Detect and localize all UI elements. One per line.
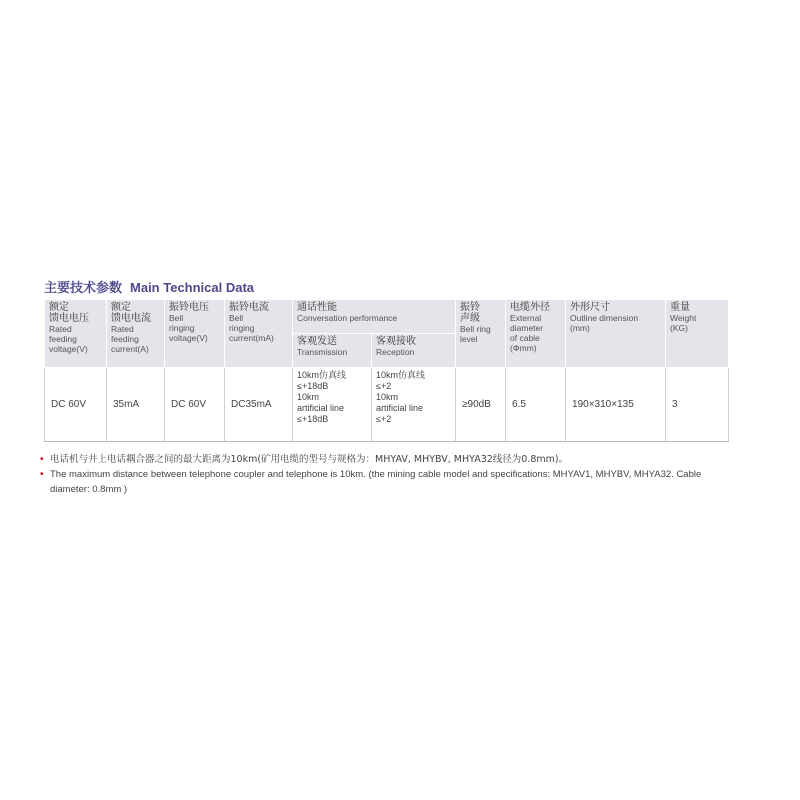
section-title-en: Main Technical Data	[130, 280, 255, 295]
cell-reception: 10km仿真线 ≤+2 10km artificial line ≤+2	[372, 368, 456, 442]
cell-bell-level: ≥90dB	[456, 368, 506, 442]
cell-rated-current: 35mA	[107, 368, 165, 442]
header-outline: 外形尺寸 Outline dimension (mm)	[566, 300, 666, 368]
header-conversation: 通话性能 Conversation performance	[293, 300, 456, 334]
header-reception: 客观接收 Reception	[372, 334, 456, 368]
cell-transmission: 10km仿真线 ≤+18dB 10km artificial line ≤+18dB	[293, 368, 372, 442]
cell-outline: 190×310×135	[566, 368, 666, 442]
header-bell-current: 振铃电流 Bell ringing current(mA)	[225, 300, 293, 368]
note-zh	[40, 452, 740, 467]
notes	[40, 452, 740, 497]
bullet-icon: •	[40, 454, 44, 465]
header-bell-voltage: 振铃电压 Bell ringing voltage(V)	[165, 300, 225, 368]
bullet-icon: •	[40, 469, 44, 480]
header-weight: 重量 Weight (KG)	[666, 300, 729, 368]
cell-rated-voltage: DC 60V	[45, 368, 107, 442]
header-bell-level: 振铃 声级 Bell ring level	[456, 300, 506, 368]
header-rated-voltage: 额定 馈电电压 Rated feeding voltage(V)	[45, 300, 107, 368]
cell-bell-current: DC35mA	[225, 368, 293, 442]
cell-bell-voltage: DC 60V	[165, 368, 225, 442]
technical-data-table	[44, 299, 729, 442]
header-transmission: 客观发送 Transmission	[293, 334, 372, 368]
table-row	[45, 368, 729, 442]
cell-cable-diameter: 6.5	[506, 368, 566, 442]
cell-weight: 3	[666, 368, 729, 442]
note-zh-text: 电话机与井上电话耦合器之间的最大距离为10km(矿用电缆的型号与规格为：MHYAV, MHYBV, MHYA32线径为0.8mm)。	[50, 454, 569, 465]
note-en-text: The maximum distance between telephone coupler and telephone is 10km. (the mining cable model and specifications: MHYAV1, MHYBV, MHYA32. Cable diameter: 0.8mm )	[50, 469, 702, 495]
header-rated-current: 额定 馈电电流 Rated feeding current(A)	[107, 300, 165, 368]
section-title	[44, 277, 254, 296]
note-en	[40, 467, 740, 497]
header-cable-diameter: 电缆外径 External diameter of cable (Φmm)	[506, 300, 566, 368]
section-title-zh: 主要技术参数	[44, 281, 123, 296]
